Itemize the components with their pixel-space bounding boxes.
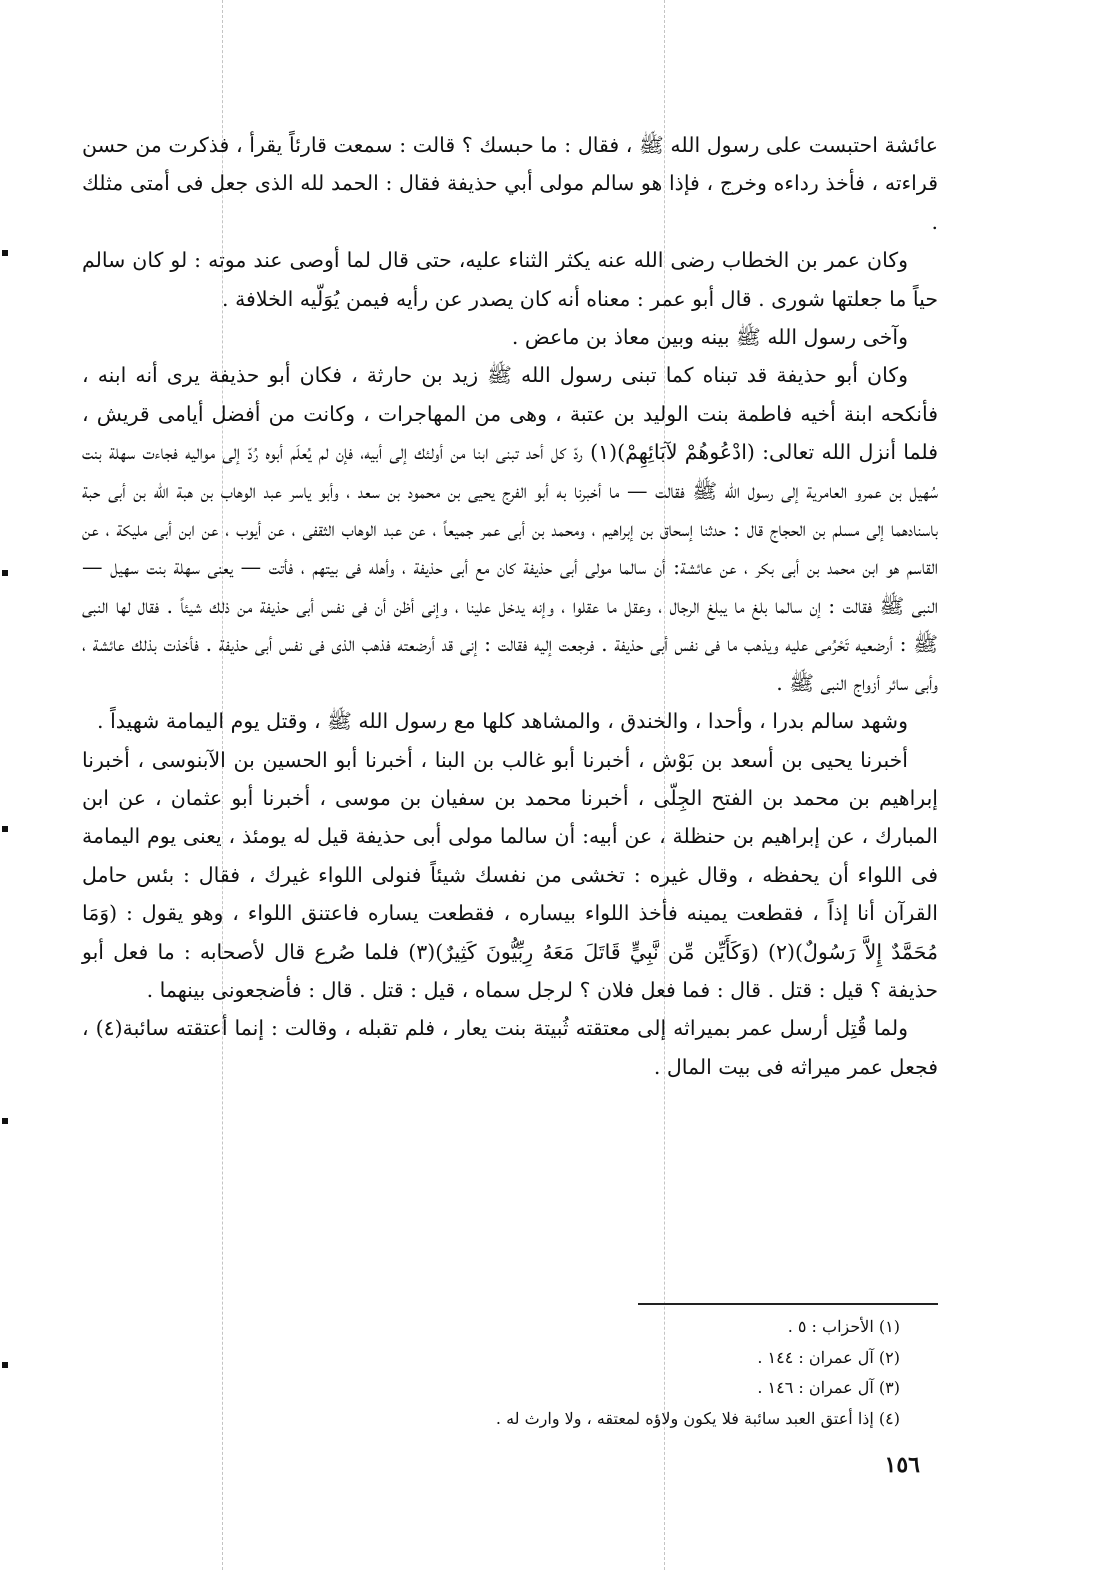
- binding-hole-mark: [2, 250, 8, 256]
- paragraph: وكان أبو حذيفة قد تبناه كما تبنى رسول الله ﷺ زيد بن حارثة ، فكان أبو حذيفة يرى أنه ابنه ، فأنكحه ابنة أخيه فاطمة بنت الوليد بن عتبة ، وهى من المهاجرات ، وكانت من أفضل أيامى قريش ، فلما أنزل الله تعالى: (ادْعُوهُمْ لآبَائِهِمْ)(١) ردّ كل أحد تبنى ابنا من أولئك إلى أبيه، فإن لم يُعلَم أبوه رُدّ إلى مواليه فجاءت سهلة بنت سُهيل بن عمرو العامرية إلى رسول الله ﷺ فقالت — ما أخبرنا به أبو الفرج يحيى بن محمود بن سعد ، وأبو ياسر عبد الوهاب بن هبة الله بن أبى حبة باسنادهما إلى مسلم بن الحجاج قال : حدثنا إسحاق بن إبراهيم ، ومحمد بن أبى عمر جميعاً ، عن عبد الوهاب الثقفى ، عن أيوب ، عن ابن أبى مليكة ، عن القاسم هو ابن محمد بن أبى بكر ، عن عائشة: أن سالما مولى أبى حذيفة كان مع أبى حذيفة ، وأهله فى بيتهم ، فأتت — يعنى سهلة بنت سهيل — النبى ﷺ فقالت : إن سالما بلغ ما يبلغ الرجال ، وعقل ما عقلوا ، وإنه يدخل علينا ، وإنى أظن أن فى نفس أبى حذيفة من ذلك شيئاً . فقال لها النبى ﷺ : أرضعيه تَحْرُمى عليه ويذهب ما فى نفس أبى حذيفة . فرجعت إليه فقالت : إنى قد أرضعته فذهب الذى فى نفس أبى حذيفة . فأخذت بذلك عائشة ، وأبى سائر أزواج النبى ﷺ .: [82, 363, 938, 695]
- footnotes: [300, 1312, 900, 1434]
- footnote: (١) الأحزاب : ٥ .: [787, 1317, 900, 1336]
- footnote: (٤) إذا أعتق العبد سائبة فلا يكون ولاؤه لمعتقه ، ولا وارث له .: [495, 1408, 900, 1428]
- footnote: (٢) آل عمران : ١٤٤ .: [757, 1347, 900, 1367]
- binding-hole-mark: [2, 1362, 8, 1368]
- page-number: ١٥٦: [884, 1452, 920, 1478]
- paragraph: وشهد سالم بدرا ، وأحدا ، والخندق ، والمشاهد كلها مع رسول الله ﷺ ، وقتل يوم اليمامة شهيداً .: [97, 709, 908, 734]
- paragraph: أخبرنا يحيى بن أسعد بن بَوْش ، أخبرنا أبو غالب بن البنا ، أخبرنا أبو الحسين بن الآبنوسى ، أخبرنا إبراهيم بن محمد بن الفتح الجِلّى ، أخبرنا محمد بن سفيان بن موسى ، أخبرنا أبو عثمان ، عن ابن المبارك ، عن إبراهيم بن حنظلة ، عن أبيه: أن سالما مولى أبى حذيفة قيل له يومئذ ، يعنى يوم اليمامة فى اللواء أن يحفظه ، وقال غيره : تخشى من نفسك شيئاً فنولى اللواء غيرك ، فقال : بئس حامل القرآن أنا إذاً ، فقطعت يمينه فأخذ اللواء بيساره ، فقطعت يساره فاعتنق اللواء ، وهو يقول : (وَمَا مُحَمَّدٌ إِلاَّ رَسُولٌ)(٢) (وَكَأَيِّن مِّن نَّبِيٍّ قَاتَلَ مَعَهُ رِبِّيُّونَ كَثِيرٌ)(٣) فلما صُرع قال لأصحابه : ما فعل أبو حذيفة ؟ قيل : قتل . قال : فما فعل فلان ؟ لرجل سماه ، قيل : قتل . قال : فأضجعونى بينهما .: [82, 747, 938, 1002]
- footnote-divider: [638, 1303, 938, 1305]
- binding-hole-mark: [2, 1118, 8, 1124]
- binding-hole-mark: [2, 826, 8, 832]
- paragraph: ولما قُتِل أرسل عمر بميراثه إلى معتقته ثُبيتة بنت يعار ، فلم تقبله ، وقالت : إنما أعتقته سائبة(٤) ، فجعل عمر ميراثه فى بيت المال .: [82, 1016, 938, 1079]
- paragraph: عائشة احتبست على رسول الله ﷺ ، فقال : ما حبسك ؟ قالت : سمعت قارئاً يقرأ ، فذكرت من حسن قراءته ، فأخذ رداءه وخرج ، فإذا هو سالم مولى أبي حذيفة فقال : الحمد لله الذى جعل فى أمتى مثلك .: [82, 133, 938, 234]
- binding-hole-mark: [2, 570, 8, 576]
- paragraph: وآخى رسول الله ﷺ بينه وبين معاذ بن ماعض .: [511, 325, 908, 350]
- main-text: [82, 126, 938, 1086]
- paragraph: وكان عمر بن الخطاب رضى الله عنه يكثر الثناء عليه، حتى قال لما أوصى عند موته : لو كان سالم حياً ما جعلتها شورى . قال أبو عمر : معناه أنه كان يصدر عن رأيه فيمن يُوَلّيه الخلافة .: [82, 248, 938, 311]
- footnote: (٣) آل عمران : ١٤٦ .: [757, 1378, 900, 1397]
